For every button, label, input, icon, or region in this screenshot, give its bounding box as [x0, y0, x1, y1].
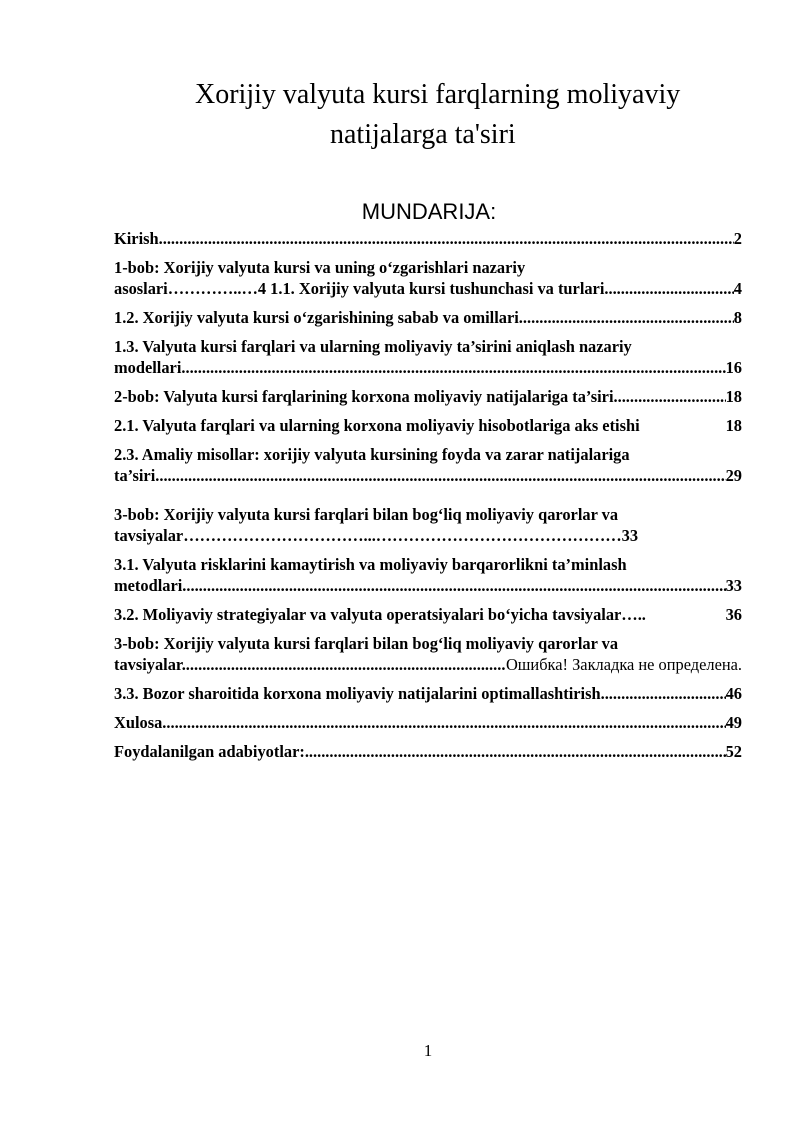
toc-entry-text: metodlari .....	[114, 575, 726, 596]
toc-entry-bob-1[interactable]	[114, 257, 742, 299]
toc-entry-text: Xulosa .....	[114, 712, 726, 733]
toc-entry-text: Foydalanilgan adabiyotlar: .....	[114, 741, 726, 762]
toc-entry-3-3[interactable]	[114, 683, 742, 704]
toc-entry-text: 2.1. Valyuta farqlari va ularning korxona moliyaviy hisobotlariga aks etishi	[114, 416, 640, 435]
table-of-contents	[114, 228, 742, 770]
toc-entry-bob-3-duplicate[interactable]	[114, 633, 742, 675]
bookmark-error-text: Ошибка! Закладка не определена.	[505, 655, 742, 674]
title-line-2: natijalarga ta'siri	[330, 119, 516, 150]
toc-page-number: 18	[725, 387, 742, 406]
toc-page-number: 52	[725, 742, 742, 761]
toc-entry-line: 2.3. Amaliy misollar: xorijiy valyuta kursining foyda va zarar natijalariga	[114, 445, 630, 464]
toc-entry-xulosa[interactable]	[114, 712, 742, 733]
page-number: 1	[423, 1041, 433, 1060]
toc-entry-line: 3-bob: Xorijiy valyuta kursi farqlari bilan bog‘liq moliyaviy qarorlar va	[114, 634, 619, 653]
toc-entry-line: 3-bob: Xorijiy valyuta kursi farqlari bilan bog‘liq moliyaviy qarorlar va	[114, 505, 619, 524]
toc-page-number: 29	[725, 466, 742, 485]
toc-page-number: 4	[733, 279, 742, 298]
toc-entry-line: 3.1. Valyuta risklarini kamaytirish va moliyaviy barqarorlikni ta’minlash	[114, 555, 627, 574]
toc-page-number: 46	[725, 684, 742, 703]
toc-entry-text: Kirish .....	[114, 228, 734, 249]
toc-entry-text: tavsiyalar .....	[114, 654, 506, 675]
toc-page-number: 8	[733, 308, 742, 327]
toc-entry-line: 1.3. Valyuta kursi farqlari va ularning moliyaviy ta’sirini aniqlash nazariy	[114, 337, 632, 356]
toc-entry-text: asoslari…………..…4 1.1. Xorijiy valyuta kursi tushunchasi va turlari .....	[114, 278, 734, 299]
toc-entry-text: ta’siri .....	[114, 465, 726, 486]
toc-entry-3-1[interactable]	[114, 554, 742, 596]
toc-entry-bob-3[interactable]	[114, 504, 742, 546]
toc-entry-2-3[interactable]	[114, 444, 742, 486]
title-line-1: Xorijiy valyuta kursi farqlarning moliyaviy	[195, 79, 681, 110]
toc-heading: MUNDARIJA:	[361, 199, 497, 224]
toc-page-number: 33	[725, 576, 742, 595]
toc-entry-text: 1.2. Xorijiy valyuta kursi o‘zgarishining sabab va omillari .....	[114, 307, 734, 328]
toc-page-number: 16	[725, 358, 742, 377]
toc-entry-kirish[interactable]	[114, 228, 742, 249]
toc-entry-adabiyotlar[interactable]	[114, 741, 742, 762]
toc-page-number: 2	[733, 229, 742, 248]
toc-entry-2-1[interactable]	[114, 415, 742, 436]
toc-entry-text: tavsiyalar……………………………...………………………………………33	[114, 526, 639, 545]
toc-page-number: 36	[725, 605, 742, 624]
toc-entry-bob-2[interactable]	[114, 386, 742, 407]
toc-entry-line: 1-bob: Xorijiy valyuta kursi va uning o‘zgarishlari nazariy	[114, 258, 526, 277]
toc-entry-text: 3.2. Moliyaviy strategiyalar va valyuta operatsiyalari bo‘yicha tavsiyalar…..	[114, 605, 646, 624]
toc-entry-1-2[interactable]	[114, 307, 742, 328]
toc-entry-1-3[interactable]	[114, 336, 742, 378]
toc-page-number: 18	[725, 416, 742, 435]
toc-entry-3-2[interactable]	[114, 604, 742, 625]
toc-page-number: 49	[725, 713, 742, 732]
toc-entry-text: 3.3. Bozor sharoitida korxona moliyaviy natijalarini optimallashtirish .....	[114, 683, 726, 704]
toc-entry-text: 2-bob: Valyuta kursi farqlarining korxona moliyaviy natijalariga ta’siri .....	[114, 386, 726, 407]
toc-entry-text: modellari .....	[114, 357, 726, 378]
